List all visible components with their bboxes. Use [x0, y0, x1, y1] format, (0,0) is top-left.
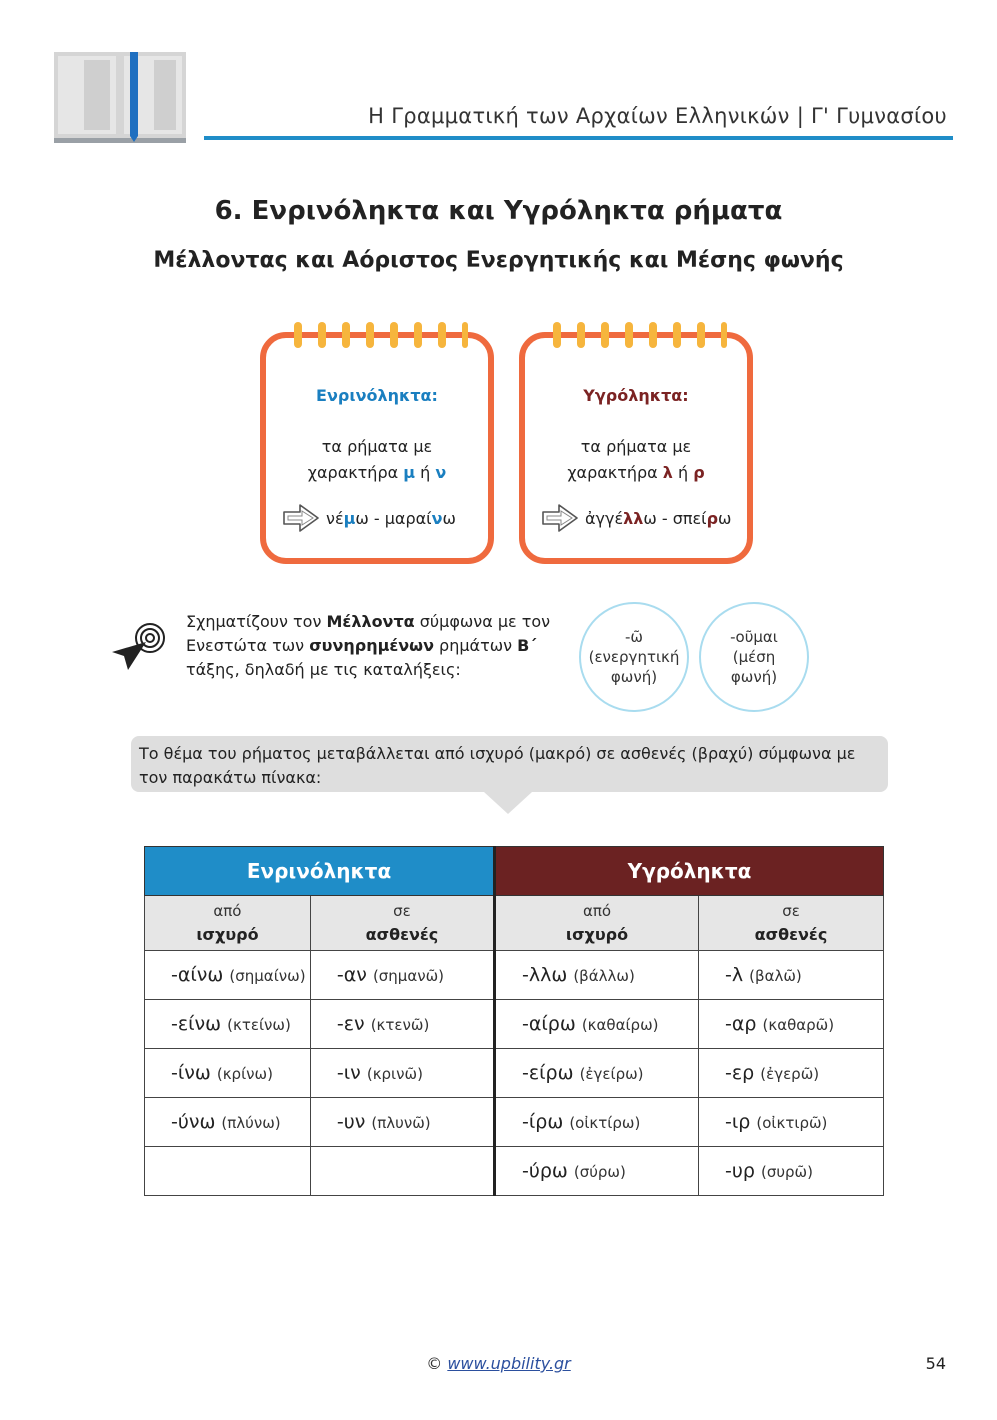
card-example	[282, 502, 482, 534]
card-desc-line1: τα ρήματα με	[321, 437, 433, 456]
card-desc-prefix: χαρακτήρα	[307, 463, 404, 482]
table-cell	[145, 1147, 311, 1196]
info-bold: Β΄	[517, 636, 537, 655]
ending-text: -οῦμαι	[730, 628, 778, 646]
example-verb: (σημαίνω)	[229, 967, 306, 985]
example-words	[326, 509, 456, 528]
example-verb: (κτενῶ)	[370, 1016, 430, 1034]
ending: -υρ	[725, 1160, 755, 1182]
table-cell	[495, 1098, 699, 1147]
info-part: σύμφωνα με τον Ενεστώτα των	[186, 612, 551, 655]
info-part: τάξης, δηλαδή με τις καταλήξεις:	[186, 660, 461, 679]
group-header-liquid: Υγρόληκτα	[495, 847, 884, 896]
example-verb: (οἰκτιρῶ)	[756, 1114, 828, 1132]
group-header-nasal: Ενρινόληκτα	[145, 847, 495, 896]
subheader-weak-label: ασθενές	[365, 925, 439, 944]
table-row	[145, 1049, 884, 1098]
header-divider	[204, 136, 953, 140]
info-part: ρημάτων	[433, 636, 518, 655]
stem-change-table	[144, 846, 884, 1196]
card-description	[266, 434, 488, 486]
ending-active-circle	[579, 602, 689, 712]
example-verb: (βαλῶ)	[749, 967, 802, 985]
ending: -ύνω	[171, 1111, 216, 1133]
example-verb: (οἰκτίρω)	[569, 1114, 641, 1132]
subheader-weak	[310, 896, 494, 951]
example-part: ω - μαραί	[355, 509, 432, 528]
example-highlight: ρ	[706, 509, 719, 528]
subheader-strong-label: ισχυρό	[565, 925, 629, 944]
table-cell	[145, 1000, 311, 1049]
subheader-weak-label: ασθενές	[754, 925, 828, 944]
page-number: 54	[925, 1354, 946, 1373]
table-cell	[310, 1049, 494, 1098]
card-example	[541, 502, 741, 534]
card-nasal-verbs	[260, 332, 494, 564]
header-title: Η Γραμματική των Αρχαίων Ελληνικών | Γ' Γυμνασίου	[368, 104, 947, 128]
example-part: ἀγγέ	[585, 509, 624, 528]
card-title: Υγρόληκτα:	[583, 386, 689, 405]
character-letter-2: ν	[435, 463, 447, 482]
ending: -ιρ	[725, 1111, 751, 1133]
example-highlight: μ	[343, 509, 356, 528]
ending: -ιν	[336, 1062, 361, 1084]
example-part: ω	[718, 509, 732, 528]
example-verb: (βάλλω)	[573, 967, 635, 985]
character-letter-2: ρ	[693, 463, 705, 482]
footer-link[interactable]: www.upbility.gr	[447, 1354, 571, 1373]
table-cell	[310, 1147, 494, 1196]
table-cell	[310, 1000, 494, 1049]
ending: -είρω	[522, 1062, 574, 1084]
example-verb: (κτείνω)	[227, 1016, 291, 1034]
book-logo-icon	[54, 52, 186, 150]
ending-text: -ῶ	[625, 628, 643, 646]
voice-label: (μέση	[732, 648, 776, 666]
ending: -υν	[336, 1111, 366, 1133]
card-desc-prefix: χαρακτήρα	[567, 463, 663, 482]
example-part: ω - σπεί	[643, 509, 707, 528]
or-word: ή	[415, 463, 436, 482]
ending: -λ	[725, 964, 744, 986]
example-verb: (πλυνῶ)	[371, 1114, 431, 1132]
table-cell	[699, 1000, 884, 1049]
table-cell	[699, 951, 884, 1000]
subheader-strong-label: ισχυρό	[196, 925, 259, 944]
table-cell	[310, 951, 494, 1000]
ending: -ύρω	[522, 1160, 568, 1182]
example-verb: (καθαίρω)	[581, 1016, 659, 1034]
footer-copyright	[0, 1354, 997, 1373]
voice-label: φωνή)	[610, 668, 658, 686]
card-desc-line1: τα ρήματα με	[580, 437, 692, 456]
or-word: ή	[672, 463, 694, 482]
target-cursor-icon	[110, 622, 170, 678]
table-cell	[699, 1049, 884, 1098]
example-highlight: ν	[431, 509, 443, 528]
page-title: 6. Ενρινόληκτα και Υγρόληκτα ρήματα	[214, 196, 783, 226]
subheader-strong	[495, 896, 699, 951]
ending: -αρ	[725, 1013, 757, 1035]
ending-middle-circle	[699, 602, 809, 712]
table-cell	[495, 1000, 699, 1049]
page-subtitle: Μέλλοντας και Αόριστος Ενεργητικής και Μέσης φωνής	[153, 248, 844, 273]
example-verb: (καθαρῶ)	[762, 1016, 835, 1034]
subheader-from: από	[213, 902, 242, 920]
notepad-rings-icon	[288, 322, 468, 362]
ending: -εν	[336, 1013, 365, 1035]
table-row	[145, 951, 884, 1000]
copyright-symbol: ©	[426, 1354, 443, 1373]
character-letter-1: μ	[403, 463, 416, 482]
ending: -ίρω	[522, 1111, 564, 1133]
subheader-weak	[699, 896, 884, 951]
callout-tail	[484, 792, 532, 814]
example-verb: (κρίνω)	[216, 1065, 273, 1083]
example-part: νέ	[326, 509, 344, 528]
example-verb: (σύρω)	[573, 1163, 626, 1181]
table-cell	[495, 951, 699, 1000]
card-description	[525, 434, 747, 486]
table-cell	[699, 1147, 884, 1196]
voice-label: φωνή)	[730, 668, 778, 686]
example-highlight: λλ	[623, 509, 644, 528]
character-letter-1: λ	[662, 463, 673, 482]
table-cell	[495, 1049, 699, 1098]
example-part: ω	[442, 509, 456, 528]
table-row	[145, 1000, 884, 1049]
ending: -ερ	[725, 1062, 755, 1084]
table-cell	[145, 951, 311, 1000]
arrow-right-icon	[282, 502, 322, 534]
subheader-from: από	[582, 902, 612, 920]
example-verb: (συρῶ)	[760, 1163, 813, 1181]
ending: -λλω	[522, 964, 568, 986]
info-bold: Μέλλοντα	[326, 612, 415, 631]
table-cell	[145, 1049, 311, 1098]
stem-change-callout: Το θέμα του ρήματος μεταβάλλεται από ισχυρό (μακρό) σε ασθενές (βραχύ) σύμφωνα με τον παρακάτω πίνακα:	[131, 736, 888, 792]
card-title: Ενρινόληκτα:	[316, 386, 438, 405]
example-verb: (πλύνω)	[221, 1114, 281, 1132]
ending: -είνω	[171, 1013, 222, 1035]
card-liquid-verbs	[519, 332, 753, 564]
table-cell	[495, 1147, 699, 1196]
ending: -αίρω	[522, 1013, 576, 1035]
subheader-to: σε	[393, 902, 411, 920]
example-verb: (ἐγείρω)	[579, 1065, 644, 1083]
arrow-right-icon	[541, 502, 581, 534]
subheader-to: σε	[782, 902, 800, 920]
info-part: Σχηματίζουν τον	[186, 612, 327, 631]
future-formation-text	[186, 610, 566, 682]
table-row	[145, 1147, 884, 1196]
subheader-strong	[145, 896, 311, 951]
example-words	[585, 509, 731, 528]
ending: -αίνω	[171, 964, 224, 986]
voice-label: (ενεργητική	[588, 648, 680, 666]
ending: -ίνω	[171, 1062, 211, 1084]
ending: -αν	[336, 964, 367, 986]
info-bold: συνηρημένων	[309, 636, 434, 655]
example-verb: (ἐγερῶ)	[760, 1065, 820, 1083]
notepad-rings-icon	[547, 322, 727, 362]
table-cell	[145, 1098, 311, 1147]
table-cell	[310, 1098, 494, 1147]
example-verb: (κρινῶ)	[366, 1065, 423, 1083]
table-cell	[699, 1098, 884, 1147]
example-verb: (σημανῶ)	[372, 967, 445, 985]
table-row	[145, 1098, 884, 1147]
